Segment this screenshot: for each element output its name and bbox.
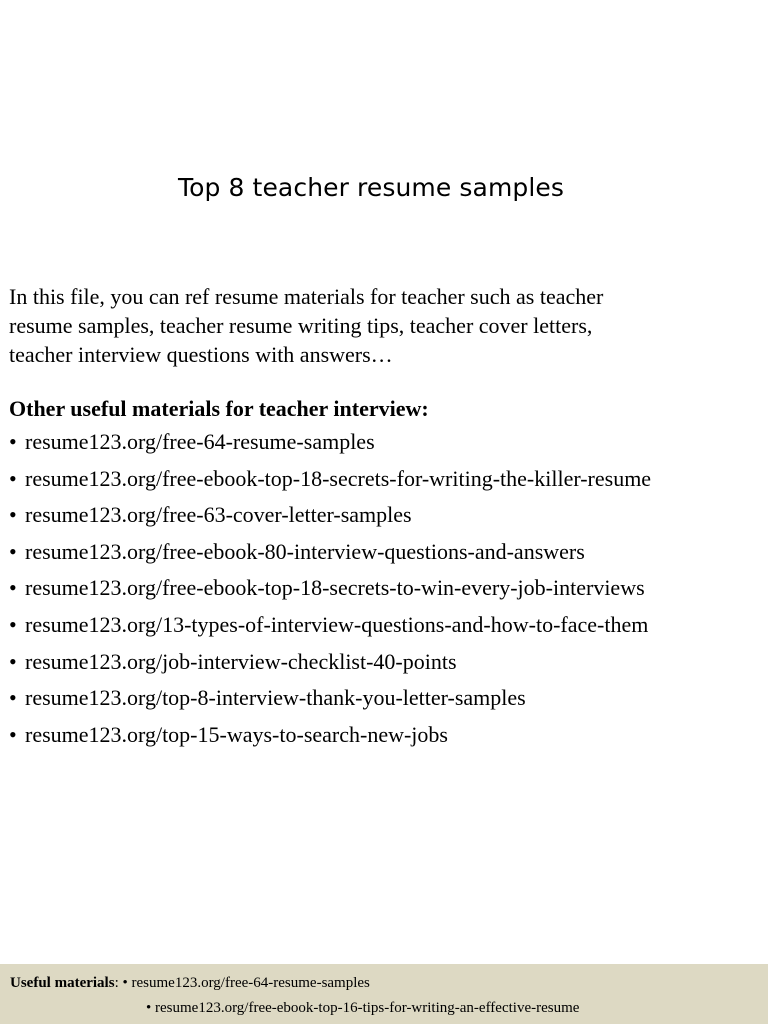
- links-list: [9, 427, 764, 756]
- footer-link[interactable]: resume123.org/free-ebook-top-16-tips-for-writing-an-effective-resume: [155, 1000, 580, 1016]
- bullet: •: [9, 648, 17, 674]
- bullet: •: [9, 721, 17, 747]
- list-item: [9, 500, 764, 537]
- resource-link[interactable]: resume123.org/job-interview-checklist-40-points: [25, 648, 457, 674]
- footer-row: [146, 996, 579, 1020]
- resource-link[interactable]: resume123.org/13-types-of-interview-questions-and-how-to-face-them: [25, 611, 649, 637]
- resource-link[interactable]: resume123.org/free-ebook-80-interview-questions-and-answers: [25, 538, 585, 564]
- page-title: Top 8 teacher resume samples: [177, 173, 565, 202]
- list-item: [9, 537, 764, 574]
- bullet: •: [9, 429, 17, 454]
- list-item: [9, 573, 764, 610]
- bullet: •: [9, 502, 17, 528]
- list-item: [9, 647, 764, 684]
- list-item: [9, 427, 764, 464]
- resource-link[interactable]: resume123.org/free-64-resume-samples: [25, 429, 375, 454]
- bullet: •: [122, 975, 128, 991]
- footer-link[interactable]: resume123.org/free-64-resume-samples: [131, 975, 370, 991]
- resource-link[interactable]: resume123.org/free-ebook-top-18-secrets-for-writing-the-killer-resume: [25, 465, 652, 491]
- intro-paragraph: [9, 282, 761, 369]
- footer-label: Useful materials: [10, 975, 115, 991]
- footer-row: [10, 971, 370, 995]
- list-item: [9, 720, 764, 757]
- intro-line: resume samples, teacher resume writing tips, teacher cover letters,: [9, 313, 593, 338]
- list-item: [9, 610, 764, 647]
- footer-separator: :: [114, 975, 123, 991]
- resource-link[interactable]: resume123.org/free-63-cover-letter-samples: [25, 502, 412, 528]
- intro-line: teacher interview questions with answers…: [9, 342, 393, 367]
- bullet: •: [9, 538, 17, 564]
- bullet: •: [9, 611, 17, 637]
- bullet: •: [146, 1000, 152, 1016]
- resource-link[interactable]: resume123.org/top-15-ways-to-search-new-jobs: [25, 721, 448, 747]
- bullet: •: [9, 575, 17, 601]
- intro-line: In this file, you can ref resume materials for teacher such as teacher: [9, 284, 604, 309]
- footer-bar: [0, 964, 768, 1024]
- resource-link[interactable]: resume123.org/free-ebook-top-18-secrets-to-win-every-job-interviews: [25, 575, 645, 601]
- list-item: [9, 683, 764, 720]
- resource-link[interactable]: resume123.org/top-8-interview-thank-you-letter-samples: [25, 685, 526, 711]
- bullet: •: [9, 465, 17, 491]
- links-heading: Other useful materials for teacher interview:: [9, 396, 429, 421]
- bullet: •: [9, 685, 17, 711]
- list-item: [9, 464, 764, 501]
